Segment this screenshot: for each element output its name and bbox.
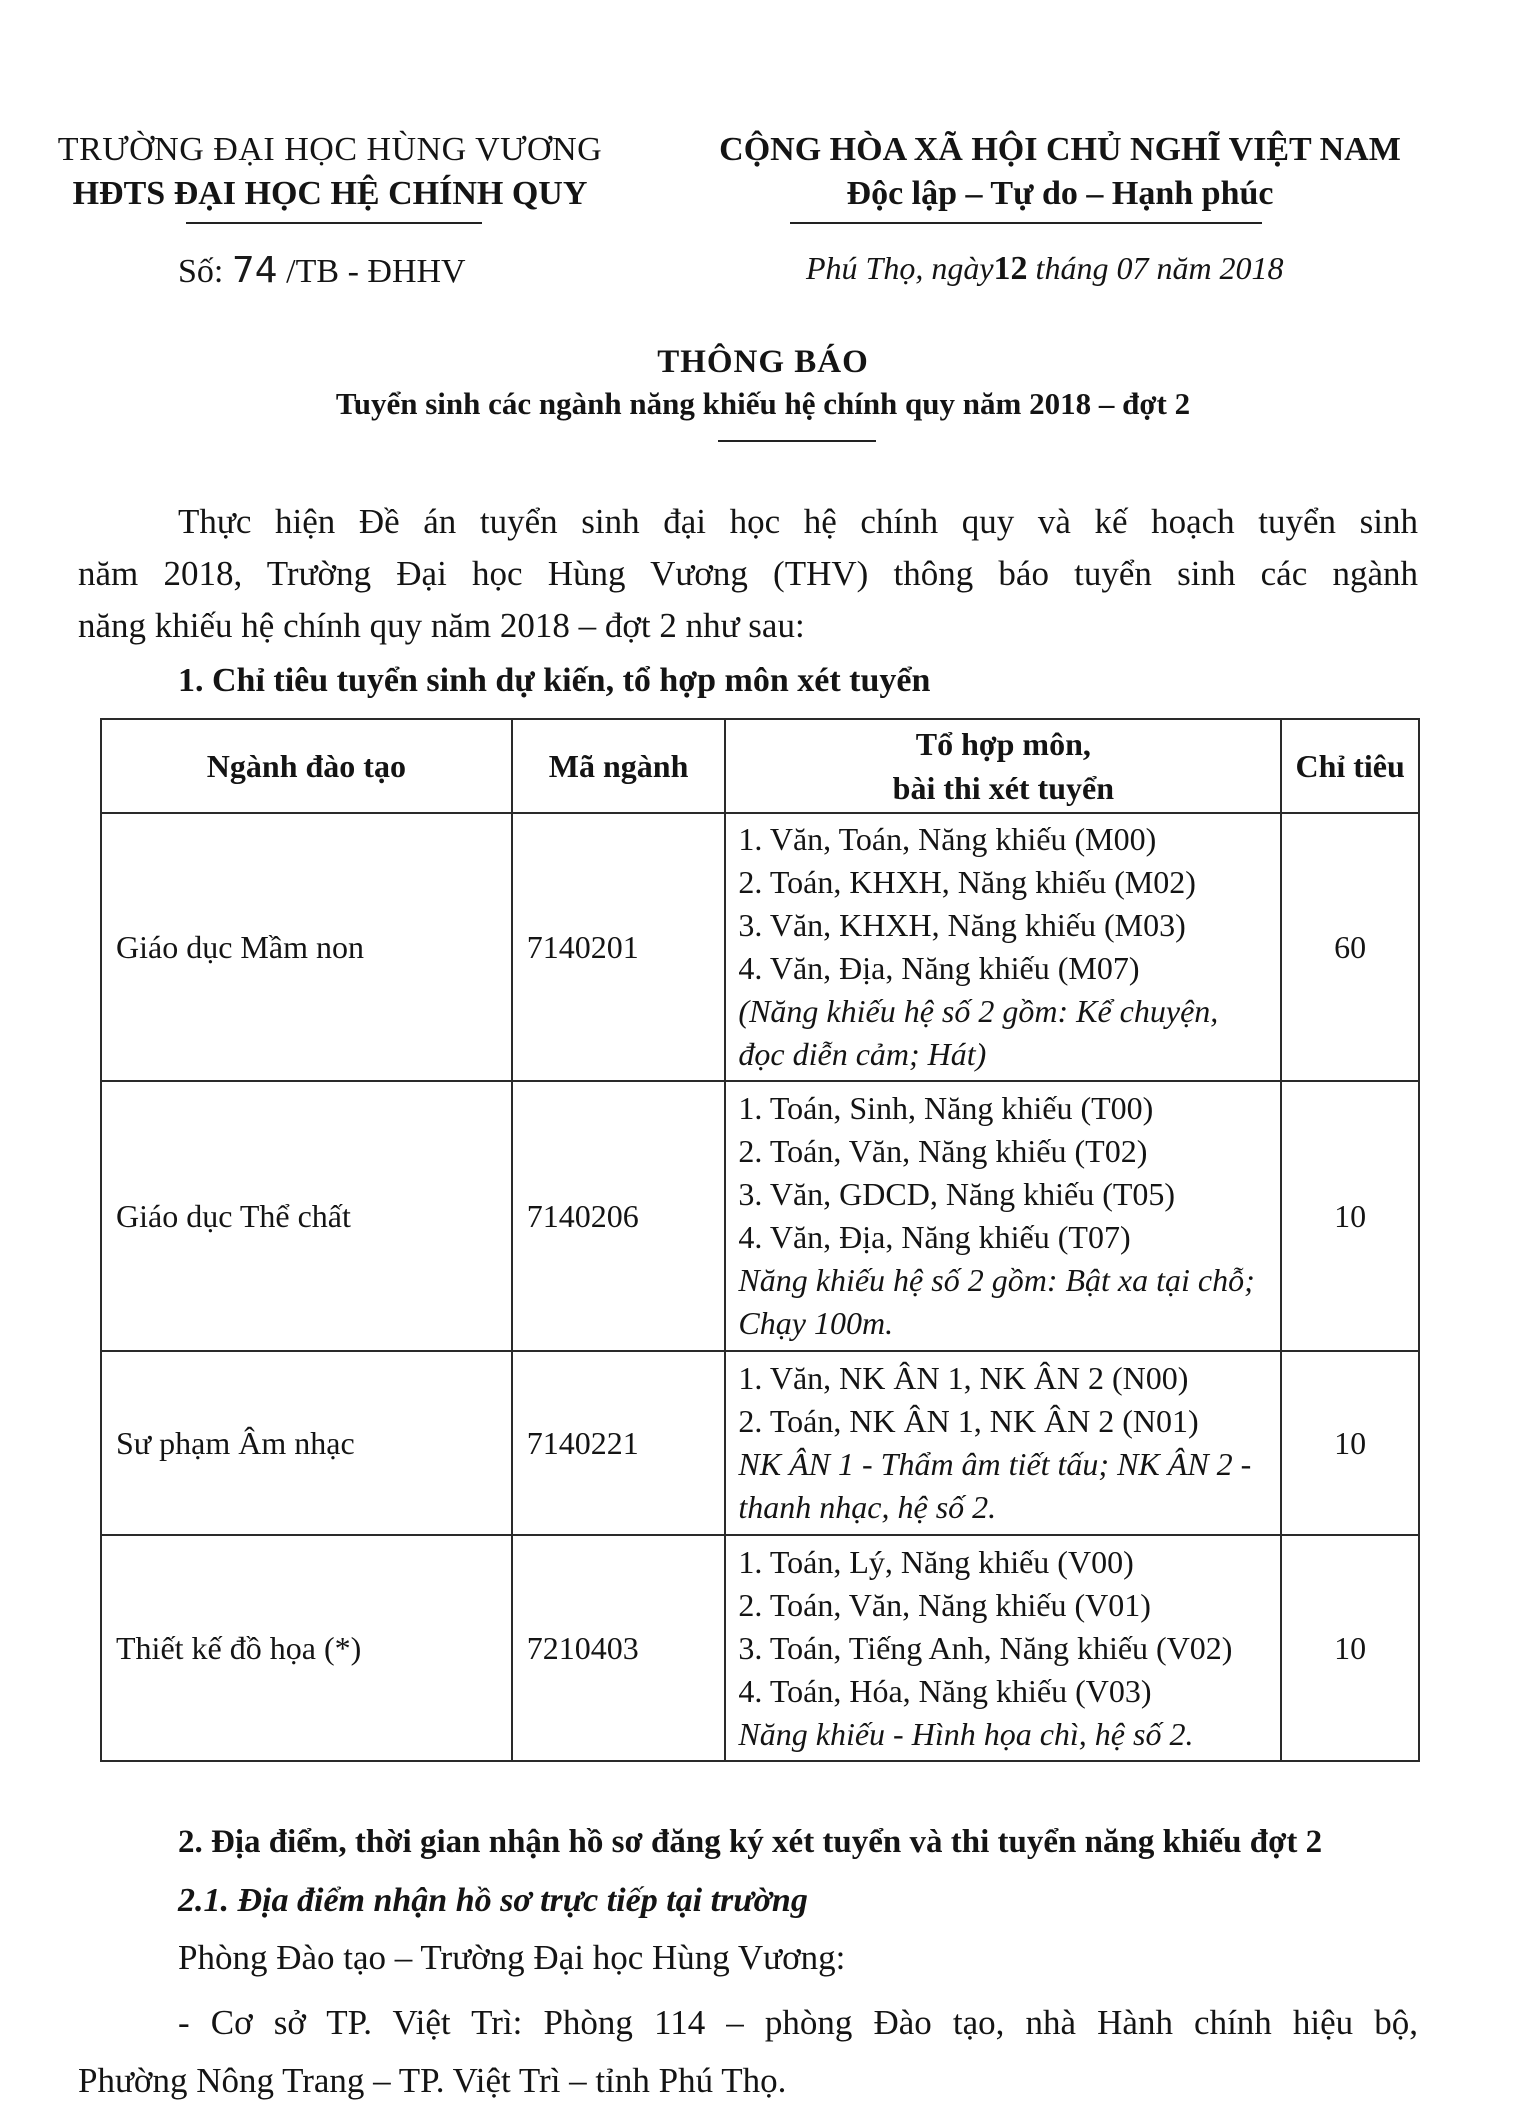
combo-item: 2. Toán, Văn, Năng khiếu (V01) bbox=[738, 1586, 1151, 1623]
subject-combos bbox=[725, 1351, 1281, 1535]
major-name: Thiết kế đồ họa (*) bbox=[101, 1535, 512, 1761]
intro-line: Thực hiện Đề án tuyển sinh đại học hệ chính quy và kế hoạch tuyển sinh bbox=[178, 502, 1418, 541]
major-name: Sư phạm Âm nhạc bbox=[101, 1351, 512, 1535]
title-underline bbox=[718, 440, 876, 442]
major-code: 7140201 bbox=[512, 813, 726, 1081]
campus-line: - Cơ sở TP. Việt Trì: Phòng 114 – phòng Đào tạo, nhà Hành chính hiệu bộ, bbox=[178, 2003, 1418, 2042]
major-name: Giáo dục Mầm non bbox=[101, 813, 512, 1081]
table-row bbox=[101, 813, 1419, 1081]
issuer-underline bbox=[186, 222, 482, 224]
header-quota: Chỉ tiêu bbox=[1281, 719, 1419, 813]
combo-note: (Năng khiếu hệ số 2 gồm: Kể chuyện, đọc diễn cảm; Hát) bbox=[738, 993, 1219, 1072]
combo-note: NK ÂN 1 - Thẩm âm tiết tấu; NK ÂN 2 - thanh nhạc, hệ số 2. bbox=[738, 1446, 1252, 1525]
quota-value: 10 bbox=[1281, 1351, 1419, 1535]
combo-item: 1. Văn, Toán, Năng khiếu (M00) bbox=[738, 821, 1157, 857]
quota-value: 10 bbox=[1281, 1081, 1419, 1351]
admission-table bbox=[100, 718, 1420, 1762]
header-combo bbox=[725, 719, 1281, 813]
date-prefix: Phú Thọ, ngày bbox=[806, 250, 994, 286]
combo-item: 3. Toán, Tiếng Anh, Năng khiếu (V02) bbox=[738, 1629, 1233, 1666]
campus-paragraph bbox=[78, 1994, 1418, 2110]
subject-combos bbox=[725, 1081, 1281, 1351]
subject-combos bbox=[725, 813, 1281, 1081]
table-row bbox=[101, 1081, 1419, 1351]
table-row bbox=[101, 1351, 1419, 1535]
campus-line: Phường Nông Trang – TP. Việt Trì – tỉnh Phú Thọ. bbox=[78, 2061, 787, 2100]
intro-line: năm 2018, Trường Đại học Hùng Vương (THV) thông báo tuyển sinh các ngành bbox=[78, 554, 1418, 593]
major-code: 7140206 bbox=[512, 1081, 726, 1351]
quota-value: 10 bbox=[1281, 1535, 1419, 1761]
header-major: Ngành đào tạo bbox=[101, 719, 512, 813]
major-code: 7210403 bbox=[512, 1535, 726, 1761]
doc-number-prefix: Số: bbox=[178, 253, 224, 290]
header-combo-line: Tổ hợp môn, bbox=[915, 726, 1091, 762]
header-code: Mã ngành bbox=[512, 719, 726, 813]
issuer-block bbox=[50, 128, 610, 216]
date-day: 12 bbox=[993, 250, 1028, 287]
document-subtitle: Tuyển sinh các ngành năng khiếu hệ chính quy năm 2018 – đợt 2 bbox=[335, 386, 1191, 421]
national-header bbox=[640, 128, 1480, 216]
motto-underline bbox=[790, 222, 1262, 224]
national-motto: Độc lập – Tự do – Hạnh phúc bbox=[846, 175, 1274, 212]
subject-combos bbox=[725, 1535, 1281, 1761]
document-number bbox=[178, 250, 466, 291]
combo-item: 4. Văn, Địa, Năng khiếu (T07) bbox=[738, 1219, 1131, 1255]
combo-note: Năng khiếu hệ số 2 gồm: Bật xa tại chỗ; Chạy 100m. bbox=[738, 1262, 1255, 1341]
combo-item: 1. Toán, Lý, Năng khiếu (V00) bbox=[738, 1543, 1134, 1580]
combo-item: 3. Văn, KHXH, Năng khiếu (M03) bbox=[738, 907, 1186, 943]
country-name: CỘNG HÒA XÃ HỘI CHỦ NGHĨ VIỆT NAM bbox=[719, 131, 1401, 168]
office-line: Phòng Đào tạo – Trường Đại học Hùng Vương: bbox=[178, 1938, 846, 1977]
document-title: THÔNG BÁO bbox=[657, 344, 869, 380]
combo-item: 2. Toán, KHXH, Năng khiếu (M02) bbox=[738, 864, 1196, 900]
combo-item: 3. Văn, GDCD, Năng khiếu (T05) bbox=[738, 1176, 1176, 1212]
section-2-heading: 2. Địa điểm, thời gian nhận hồ sơ đăng ký xét tuyển và thi tuyển năng khiếu đợt 2 bbox=[178, 1824, 1323, 1860]
combo-item: 2. Toán, NK ÂN 1, NK ÂN 2 (N01) bbox=[738, 1403, 1199, 1439]
doc-number-suffix: /TB - ĐHHV bbox=[286, 253, 466, 290]
intro-line: năng khiếu hệ chính quy năm 2018 – đợt 2 như sau: bbox=[78, 606, 805, 645]
combo-item: 4. Toán, Hóa, Năng khiếu (V03) bbox=[738, 1672, 1152, 1709]
major-name: Giáo dục Thể chất bbox=[101, 1081, 512, 1351]
combo-item: 4. Văn, Địa, Năng khiếu (M07) bbox=[738, 950, 1140, 986]
combo-item: 1. Toán, Sinh, Năng khiếu (T00) bbox=[738, 1090, 1154, 1126]
org-name: TRƯỜNG ĐẠI HỌC HÙNG VƯƠNG bbox=[57, 131, 603, 168]
header-combo-line: bài thi xét tuyển bbox=[892, 770, 1114, 806]
date-suffix: tháng 07 năm 2018 bbox=[1035, 250, 1284, 286]
quota-value: 60 bbox=[1281, 813, 1419, 1081]
combo-item: 2. Toán, Văn, Năng khiếu (T02) bbox=[738, 1133, 1148, 1169]
department-name: HĐTS ĐẠI HỌC HỆ CHÍNH QUY bbox=[72, 175, 588, 212]
section-2-1-heading: 2.1. Địa điểm nhận hồ sơ trực tiếp tại trường bbox=[178, 1882, 808, 1919]
combo-note: Năng khiếu - Hình họa chì, hệ số 2. bbox=[738, 1715, 1194, 1752]
intro-paragraph bbox=[78, 496, 1418, 652]
combo-item: 1. Văn, NK ÂN 1, NK ÂN 2 (N00) bbox=[738, 1360, 1189, 1396]
doc-number-value: 74 bbox=[231, 250, 278, 291]
table-header-row bbox=[101, 719, 1419, 813]
major-code: 7140221 bbox=[512, 1351, 726, 1535]
section-1-heading: 1. Chỉ tiêu tuyển sinh dự kiến, tổ hợp môn xét tuyển bbox=[178, 662, 931, 699]
table-row bbox=[101, 1535, 1419, 1761]
issue-date bbox=[806, 250, 1284, 288]
